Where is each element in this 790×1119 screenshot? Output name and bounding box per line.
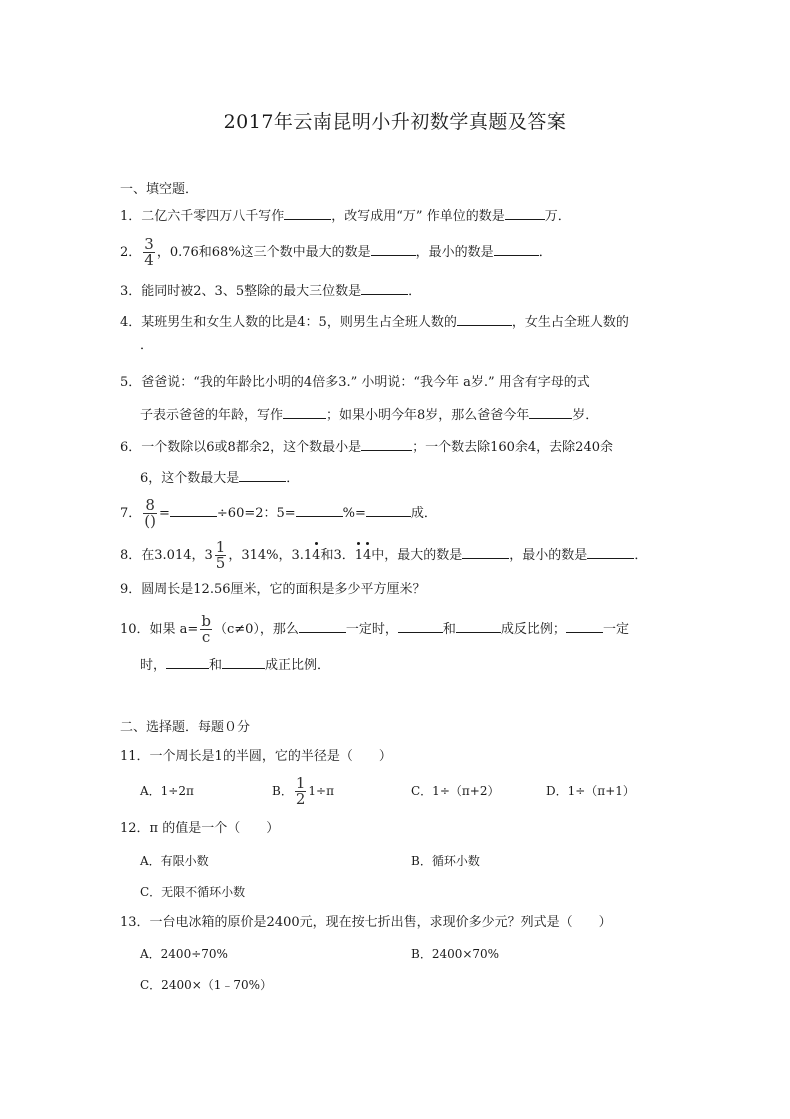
q8-text-c: 和3． (320, 548, 355, 563)
q2-number: 2． (120, 245, 142, 260)
q10-text-a: 10．如果 a= (120, 622, 199, 637)
fraction-numerator: b (201, 612, 211, 630)
q7-number: 7． (120, 506, 142, 521)
question-10 (120, 614, 629, 645)
question-7 (120, 498, 437, 529)
q13-option-c[interactable]: C．2400×（1﹣70%） (140, 978, 273, 992)
q3-text-b: ． (408, 284, 422, 299)
q6-text-d: ． (286, 471, 300, 486)
section-heading-fill-blank: 一、填空题． (120, 182, 199, 197)
fraction-denominator: 4 (144, 251, 154, 269)
q12-option-c[interactable]: C．无限不循环小数 (140, 885, 246, 899)
q10-text-d: 和 (442, 622, 456, 637)
answer-blank[interactable] (283, 405, 326, 419)
q13-option-b[interactable]: B．2400×70% (411, 947, 500, 961)
answer-blank[interactable] (398, 619, 443, 633)
answer-blank[interactable] (494, 242, 539, 256)
q10-text-g: 时， (140, 658, 167, 673)
q6-text-b: ；一个数去除160余4，去除240余 (412, 440, 613, 455)
answer-blank[interactable] (462, 545, 509, 559)
question-1 (120, 206, 571, 226)
q8-text-f: ． (634, 548, 648, 563)
q10-fraction (200, 614, 212, 645)
fraction-denominator: 5 (215, 554, 226, 572)
question-3 (120, 281, 421, 301)
q10-text-i: 成正比例． (265, 658, 331, 673)
question-6 (120, 437, 613, 457)
q5-text-c: ；如果小明今年8岁，那么爸爸今年 (326, 408, 530, 423)
repeating-digit: 4 (363, 548, 372, 563)
question-8 (120, 540, 647, 571)
q7-text-a: = (159, 506, 170, 521)
answer-blank[interactable] (456, 619, 501, 633)
fraction-numerator: 1 (295, 774, 306, 792)
q5-text-d: 岁． (572, 408, 599, 423)
q3-text-a: 3．能同时被2、3、5整除的最大三位数是 (120, 284, 362, 299)
answer-blank[interactable] (296, 503, 343, 517)
q1-text-a: 1．二亿六千零四万八千写作 (120, 209, 285, 224)
q8-fraction (215, 540, 227, 571)
question-5-continued (140, 405, 598, 425)
q7-fraction (143, 498, 157, 529)
repeating-digit: 1 (354, 548, 363, 563)
q8-text-d: 中，最大的数是 (371, 548, 463, 563)
q13-option-a[interactable]: A．2400÷70% (140, 947, 228, 961)
question-4-continued: ． (140, 338, 154, 353)
q6-text-c: 6，这个数最大是 (140, 471, 240, 486)
q10-text-e: 成反比例； (500, 622, 566, 637)
answer-blank[interactable] (566, 619, 603, 633)
q10-text-h: 和 (209, 658, 223, 673)
answer-blank[interactable] (239, 468, 286, 482)
fraction-denominator: c (201, 628, 211, 646)
q11-option-a[interactable]: A．1÷2π (140, 784, 194, 798)
q11-option-d[interactable]: D．1÷（π+1） (546, 784, 635, 798)
q4-text-b: ，女生占全班人数的 (511, 315, 629, 330)
q10-text-b: （c≠0），那么 (213, 622, 299, 637)
answer-blank[interactable] (457, 312, 512, 326)
question-10-continued (140, 655, 330, 675)
q10-text-c: 一定时， (345, 622, 398, 637)
answer-blank[interactable] (361, 281, 408, 295)
q7-text-b: ÷60=2：5= (216, 506, 296, 521)
answer-blank[interactable] (222, 655, 265, 669)
fraction-numerator: 3 (144, 235, 154, 253)
q8-text-e: ，最小的数是 (509, 548, 588, 563)
page-title: 2017年云南昆明小升初数学真题及答案 (223, 111, 567, 133)
q10-text-f: 一定 (602, 622, 629, 637)
question-13: 13．一台电冰箱的原价是2400元，现在按七折出售，求现价多少元？列式是（ ） (120, 915, 612, 930)
question-4 (120, 312, 629, 332)
q4-text-a: 4．某班男生和女生人数的比是4：5，则男生占全班人数的 (120, 315, 457, 330)
q11-option-b[interactable] (272, 776, 334, 807)
question-11: 11．一个周长是1的半圆，它的半径是（ ） (120, 749, 392, 764)
q5-text-b: 子表示爸爸的年龄，写作 (140, 408, 284, 423)
answer-blank[interactable] (299, 619, 346, 633)
question-6-continued (140, 468, 299, 488)
q1-text-b: ，改写成用“万” 作单位的数是 (331, 209, 505, 224)
fraction-denominator: 2 (295, 790, 306, 808)
q7-text-c: %= (342, 506, 366, 521)
fraction-numerator: 1 (215, 538, 226, 556)
question-9: 9．圆周长是12.56厘米，它的面积是多少平方厘米？ (120, 582, 426, 597)
q1-text-c: 万． (544, 209, 571, 224)
q8-text-a: 8．在3.014，3 (120, 548, 213, 563)
answer-blank[interactable] (366, 503, 411, 517)
q2-text-c: ． (538, 245, 552, 260)
section-heading-multiple-choice: 二、选择题．每题０分 (120, 720, 251, 735)
repeating-digit: 4 (312, 548, 321, 563)
answer-blank[interactable] (529, 405, 572, 419)
answer-blank[interactable] (371, 242, 416, 256)
fraction-numerator: 8 (143, 498, 157, 514)
q6-text-a: 6．一个数除以6或8都余2，这个数最小是 (120, 440, 362, 455)
q2-text-b: ，最小的数是 (415, 245, 494, 260)
question-2 (120, 237, 552, 268)
q2-text-a: ，0.76和68%这三个数中最大的数是 (156, 245, 371, 260)
fraction-denominator: () (144, 512, 156, 530)
q2-fraction (143, 237, 155, 268)
answer-blank[interactable] (284, 206, 331, 220)
q12-option-b[interactable]: B．循环小数 (411, 854, 480, 868)
answer-blank[interactable] (505, 206, 545, 220)
answer-blank[interactable] (361, 437, 412, 451)
question-5: 5．爸爸说：“我的年龄比小明的4倍多3.” 小明说：“我今年 a岁.” 用含有字母的式 (120, 375, 590, 390)
answer-blank[interactable] (166, 655, 209, 669)
q11-option-b-prefix: B． (272, 784, 293, 798)
q11-option-b-suffix: 1÷π (308, 784, 334, 798)
question-12: 12．π 的值是一个（ ） (120, 821, 280, 836)
q7-text-d: 成． (410, 506, 437, 521)
q12-option-a[interactable]: A．有限小数 (140, 854, 209, 868)
answer-blank[interactable] (170, 503, 217, 517)
q11-option-c[interactable]: C．1÷（π+2） (411, 784, 500, 798)
q11-option-b-fraction (295, 776, 307, 807)
q8-text-b: ，314%，3.1 (228, 548, 313, 563)
answer-blank[interactable] (587, 545, 634, 559)
